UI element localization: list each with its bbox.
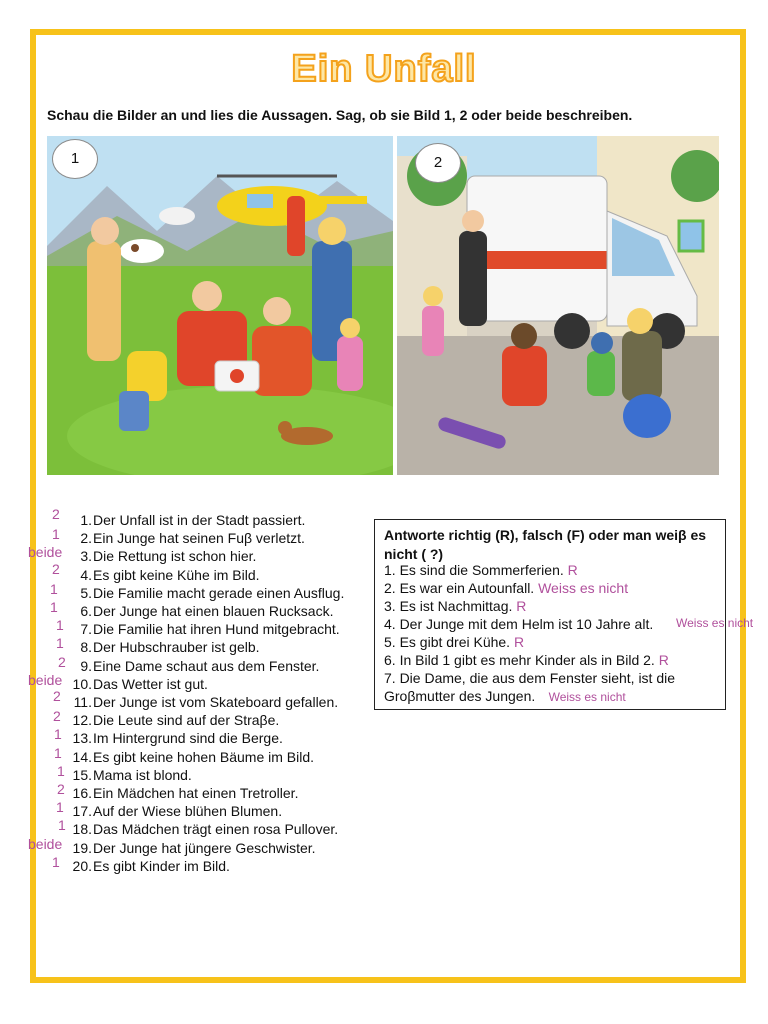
statement-text: Die Familie hat ihren Hund mitgebracht. [93,621,340,638]
statement-text: Ein Mädchen hat einen Tretroller. [93,785,299,801]
handwritten-answer: 1 [58,817,66,834]
statement-text: Mama ist blond. [93,766,192,783]
handwritten-answer: beide [28,835,63,852]
box-heading: Antworte richtig (R), falsch (F) oder man weiβ es nicht ( ?) [384,527,707,562]
statement-number: 10. [72,675,92,692]
statement-number: 3. [80,548,92,565]
box-handwritten-answer: Weiss es nicht [545,690,626,704]
statement-number: 13. [72,730,92,747]
handwritten-answer: 1 [52,526,60,543]
handwritten-answer: 1 [52,853,60,870]
box-question [384,580,628,596]
statement-number: 12. [72,712,92,729]
picture-2-badge: 2 [415,143,461,183]
handwritten-answer: 2 [53,708,61,725]
box-question [384,652,669,668]
handwritten-answer: 1 [54,744,62,761]
handwritten-answer: 2 [57,781,65,797]
handwritten-answer: 2 [52,560,60,577]
statement-text: Ein Junge hat seinen Fuβ verletzt. [93,530,305,547]
box-question-text: 4. Der Junge mit dem Helm ist 10 Jahre alt. [384,616,654,632]
statement-text: Der Junge ist vom Skateboard gefallen. [93,694,339,710]
statement-number: 7. [80,621,92,638]
box-question [384,598,526,614]
handwritten-answer: 2 [53,688,61,704]
box-handwritten-answer: Weiss es nicht [676,616,754,630]
statement-text: Das Mädchen trägt einen rosa Pullover. [93,821,339,838]
statement-number: 4. [80,566,92,583]
handwritten-answer: beide [28,671,63,688]
statement-text: Die Rettung ist schon hier. [93,548,257,565]
statement-text: Die Familie macht gerade einen Ausflug. [93,584,345,601]
instruction-text: Schau die Bilder an und lies die Aussagen. Sag, ob sie Bild 1, 2 oder beide beschreiben. [47,107,633,123]
handwritten-answer: 1 [56,799,64,816]
statement-text: Es gibt Kinder im Bild. [93,857,230,874]
handwritten-answer: 1 [57,762,65,779]
box-question [384,562,578,578]
handwritten-answer: 1 [56,635,64,652]
statement-number: 8. [80,639,92,656]
statement-number: 9. [80,657,92,674]
box-question-text: Groβmutter des Jungen. [384,688,536,704]
box-question-text: 7. Die Dame, die aus dem Fenster sieht, ist die [384,670,676,686]
page-title: Ein Unfall [291,48,477,90]
picture-2-street [397,136,719,475]
statement-text: Es gibt keine hohen Bäume im Bild. [93,748,315,765]
statement-number: 18. [72,821,92,838]
handwritten-answer: 1 [50,580,58,597]
statement-number: 17. [72,803,92,820]
box-question [384,688,626,704]
box-question [384,634,524,650]
box-handwritten-answer: R [510,634,525,650]
statement-number: 5. [80,584,92,601]
picture-1-badge: 1 [52,139,98,179]
statement-text: Eine Dame schaut aus dem Fenster. [93,657,320,674]
statement-text: Auf der Wiese blühen Blumen. [93,803,283,820]
statement-number: 19. [72,839,92,856]
box-handwritten-answer: R [654,652,669,668]
statement-number: 6. [80,603,92,619]
handwritten-answer: 1 [54,726,62,743]
box-handwritten-answer: R [512,598,527,614]
box-question [384,616,754,632]
statement-text: Das Wetter ist gut. [93,675,208,692]
statement-number: 15. [72,766,92,783]
statement-text: Im Hintergrund sind die Berge. [93,730,283,747]
statement-number: 1. [80,512,92,528]
box-question-text: 2. Es war ein Autounfall. [384,580,535,596]
box-question-text: 3. Es ist Nachmittag. [384,598,513,614]
statement-text: Der Junge hat einen blauen Rucksack. [93,603,334,619]
box-question-text: 1. Es sind die Sommerferien. [384,562,564,578]
statement-number: 16. [72,785,92,801]
box-question-text: 5. Es gibt drei Kühe. [384,634,511,650]
handwritten-answer: beide [28,544,63,561]
box-handwritten-answer: Weiss es nicht [534,580,629,596]
statement-text: Der Hubschrauber ist gelb. [93,639,260,656]
box-handwritten-answer: R [563,562,578,578]
handwritten-answer: 1 [50,599,58,615]
handwritten-answer: 2 [58,653,66,670]
handwritten-answer: 1 [56,617,64,634]
statement-number: 20. [72,857,92,874]
handwritten-answer: 2 [52,506,60,522]
picture-1-meadow [47,136,393,475]
statement-text: Die Leute sind auf der Straβe. [93,712,280,729]
statement-text: Der Unfall ist in der Stadt passiert. [93,512,306,528]
statement-number: 14. [72,748,92,765]
box-question [384,670,675,686]
statement-text: Es gibt keine Kühe im Bild. [93,566,260,583]
statement-number: 11. [73,694,92,710]
statement-number: 2. [80,530,92,547]
true-false-box [374,519,754,710]
statement-text: Der Junge hat jüngere Geschwister. [93,839,316,856]
box-question-text: 6. In Bild 1 gibt es mehr Kinder als in Bild 2. [384,652,655,668]
